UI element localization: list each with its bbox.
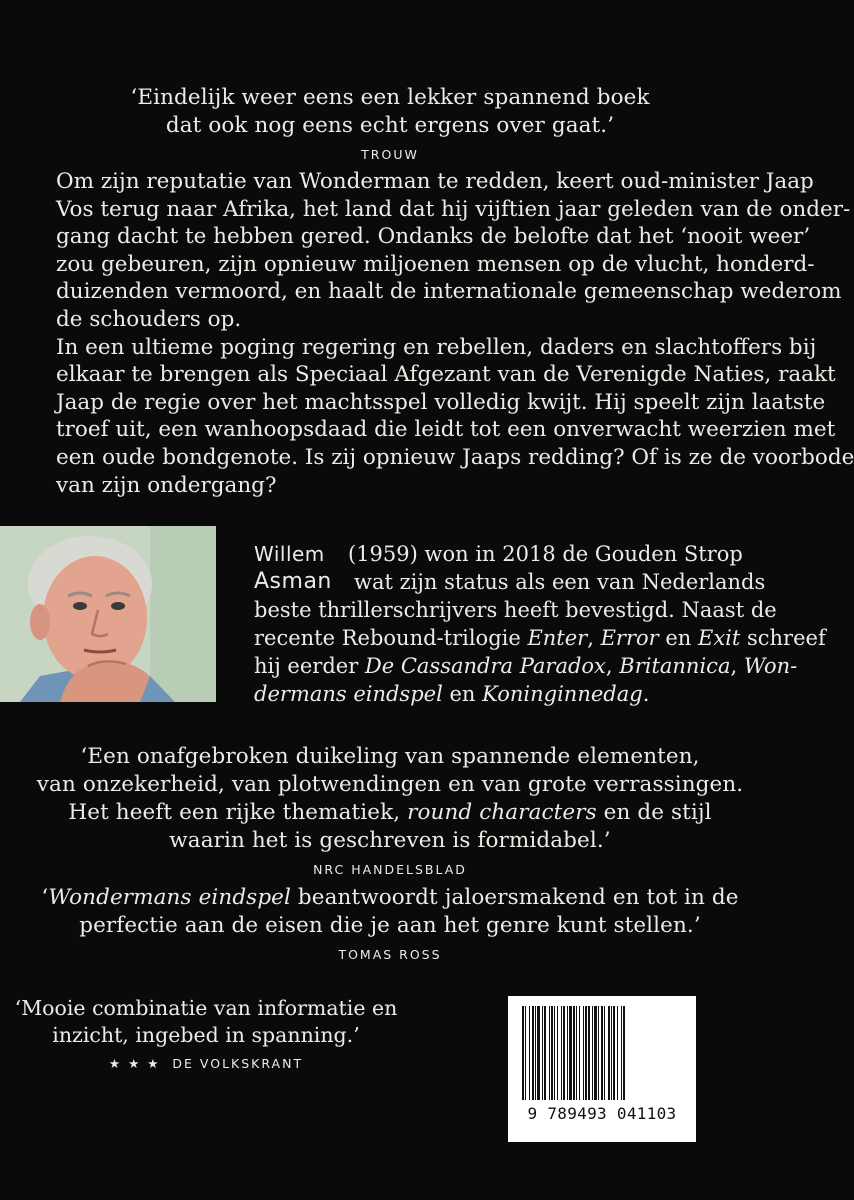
barcode-bar — [608, 1006, 610, 1100]
quote-text: Het heeft een rijke thematiek, — [68, 800, 408, 825]
quote-line — [0, 884, 780, 912]
barcode-bar — [569, 1006, 572, 1100]
author-portrait-icon — [0, 526, 216, 702]
book-title-exit: Exit — [697, 626, 741, 650]
barcode-bar — [617, 1006, 618, 1100]
author-bio — [254, 540, 826, 708]
barcode-bar — [611, 1006, 612, 1100]
bio-text: en — [658, 626, 698, 650]
barcode-bar — [623, 1006, 625, 1100]
book-title-britannica: Britannica — [619, 654, 731, 678]
author-last-name: Asman — [254, 569, 332, 594]
bio-text: , — [587, 626, 601, 650]
barcode-bar — [579, 1006, 580, 1100]
barcode-bar — [549, 1006, 550, 1100]
barcode-bar — [551, 1006, 553, 1100]
bio-text: recente Rebound-trilogie — [254, 626, 528, 650]
author-photo — [0, 526, 216, 702]
blurb-line: zou gebeuren, zijn opnieuw miljoenen mensen op de vlucht, honderd- — [56, 251, 815, 277]
bio-line — [254, 540, 743, 568]
blurb-line: gang dacht te hebben gered. Ondanks de belofte dat het ‘nooit weer’ — [56, 224, 811, 250]
book-title-koninginnedag: Koninginnedag — [482, 682, 643, 706]
isbn-barcode — [508, 996, 696, 1142]
source-name: DE VOLKSKRANT — [172, 1056, 304, 1071]
quote-tomas-ross — [0, 884, 780, 964]
barcode-bar — [529, 1006, 530, 1100]
bio-line — [254, 652, 798, 680]
blurb-line: de schouders op. — [56, 306, 242, 332]
blurb-line: Jaap de regie over het machtsspel volledig kwijt. Hij speelt zijn laatste — [56, 389, 826, 415]
barcode-bar — [604, 1006, 605, 1100]
quote-line — [0, 799, 780, 827]
quote-line: van onzekerheid, van plotwendingen en van grote verrassingen. — [36, 772, 744, 797]
barcode-icon — [508, 996, 696, 1106]
quote-text: ‘ — [41, 885, 49, 910]
bio-text: . — [642, 682, 650, 706]
quote-text: en de stijl — [596, 800, 712, 825]
quote-source: TOMAS ROSS — [338, 947, 442, 962]
blurb-line: van zijn ondergang? — [56, 472, 277, 498]
barcode-bar — [592, 1006, 593, 1100]
barcode-bar — [561, 1006, 562, 1100]
barcode-bar — [601, 1006, 603, 1100]
bio-text: schreef — [740, 626, 826, 650]
barcode-bar — [621, 1006, 622, 1100]
quote-line: waarin het is geschreven is formidabel.’ — [169, 828, 611, 853]
barcode-bar — [613, 1006, 615, 1100]
quote-line: ‘Eindelijk weer eens een lekker spannend boek — [130, 85, 650, 110]
barcode-bar — [535, 1006, 536, 1100]
quote-source: NRC HANDELSBLAD — [313, 862, 467, 877]
blurb-line: In een ultieme poging regering en rebellen, daders en slachtoffers bij — [56, 334, 817, 360]
book-title-cassandra: De Cassandra Paradox — [364, 654, 606, 678]
barcode-bar — [588, 1006, 590, 1100]
rating-stars: ★ ★ ★ — [108, 1056, 161, 1071]
quote-source — [0, 1055, 412, 1073]
book-title-wondermans-part1: Won- — [743, 654, 798, 678]
quote-source: TROUW — [361, 147, 419, 162]
bio-line — [254, 680, 734, 708]
barcode-bar — [522, 1006, 524, 1100]
bio-text: , — [730, 654, 744, 678]
barcode-bar — [557, 1006, 558, 1100]
quote-nrc — [0, 743, 780, 879]
barcode-bar — [542, 1006, 543, 1100]
quote-line: dat ook nog eens echt ergens over gaat.’ — [165, 113, 615, 138]
blurb-line: elkaar te brengen als Speciaal Afgezant van de Verenigde Naties, raakt — [56, 362, 836, 388]
quote-line: perfectie aan de eisen die je aan het genre kunt stellen.’ — [79, 913, 701, 938]
barcode-bar — [532, 1006, 534, 1100]
quote-text: beantwoordt jaloersmakend en tot in de — [290, 885, 739, 910]
quote-emphasis: Wondermans eindspel — [48, 885, 291, 910]
barcode-bar — [573, 1006, 575, 1100]
book-title-enter: Enter — [527, 626, 588, 650]
quote-volkskrant — [0, 995, 412, 1073]
quote-trouw — [0, 84, 780, 164]
barcode-bar — [598, 1006, 599, 1100]
barcode-bar — [537, 1006, 540, 1100]
barcode-bar — [594, 1006, 597, 1100]
author-first-name: Willem — [254, 542, 325, 566]
barcode-bar — [576, 1006, 577, 1100]
book-blurb — [56, 168, 854, 499]
book-title-wondermans-part2: dermans eindspel — [254, 682, 443, 706]
bio-text: hij eerder — [254, 654, 365, 678]
quote-emphasis: round characters — [407, 800, 597, 825]
quote-line: inzicht, ingebed in spanning.’ — [52, 1023, 360, 1047]
blurb-line: Om zijn reputatie van Wonderman te redden, keert oud-minister Jaap — [56, 169, 814, 194]
barcode-bar — [525, 1006, 526, 1100]
blurb-line: duizenden vermoord, en haalt de internationale gemeenschap wederom — [56, 279, 842, 305]
isbn-number: 9 789493 041103 — [527, 1104, 677, 1123]
bio-text: , — [605, 654, 620, 678]
quote-line: ‘Mooie combinatie van informatie en — [14, 996, 398, 1020]
bio-text: wat zijn status als een van Nederlands — [354, 570, 766, 594]
bio-text: (1959) won in 2018 de Gouden Strop — [348, 542, 743, 566]
blurb-line: troef uit, een wanhoopsdaad die leidt tot een onverwacht weerzien met — [56, 417, 836, 443]
blurb-line: een oude bondgenote. Is zij opnieuw Jaaps redding? Of is ze de voorbode — [56, 444, 854, 470]
barcode-bar — [544, 1006, 546, 1100]
bio-text: en — [442, 682, 483, 706]
barcode-bar — [563, 1006, 565, 1100]
bio-line: beste thrillerschrijvers heeft bevestigd. Naast de — [254, 598, 777, 622]
barcode-bar — [567, 1006, 568, 1100]
quote-line: ‘Een onafgebroken duikeling van spannende elementen, — [80, 744, 700, 769]
barcode-bar — [585, 1006, 587, 1100]
barcode-bar — [554, 1006, 555, 1100]
barcode-bar — [583, 1006, 584, 1100]
bio-line — [254, 624, 826, 652]
book-title-error: Error — [600, 626, 659, 650]
blurb-line: Vos terug naar Afrika, het land dat hij vijftien jaar geleden van de onder- — [56, 196, 851, 222]
